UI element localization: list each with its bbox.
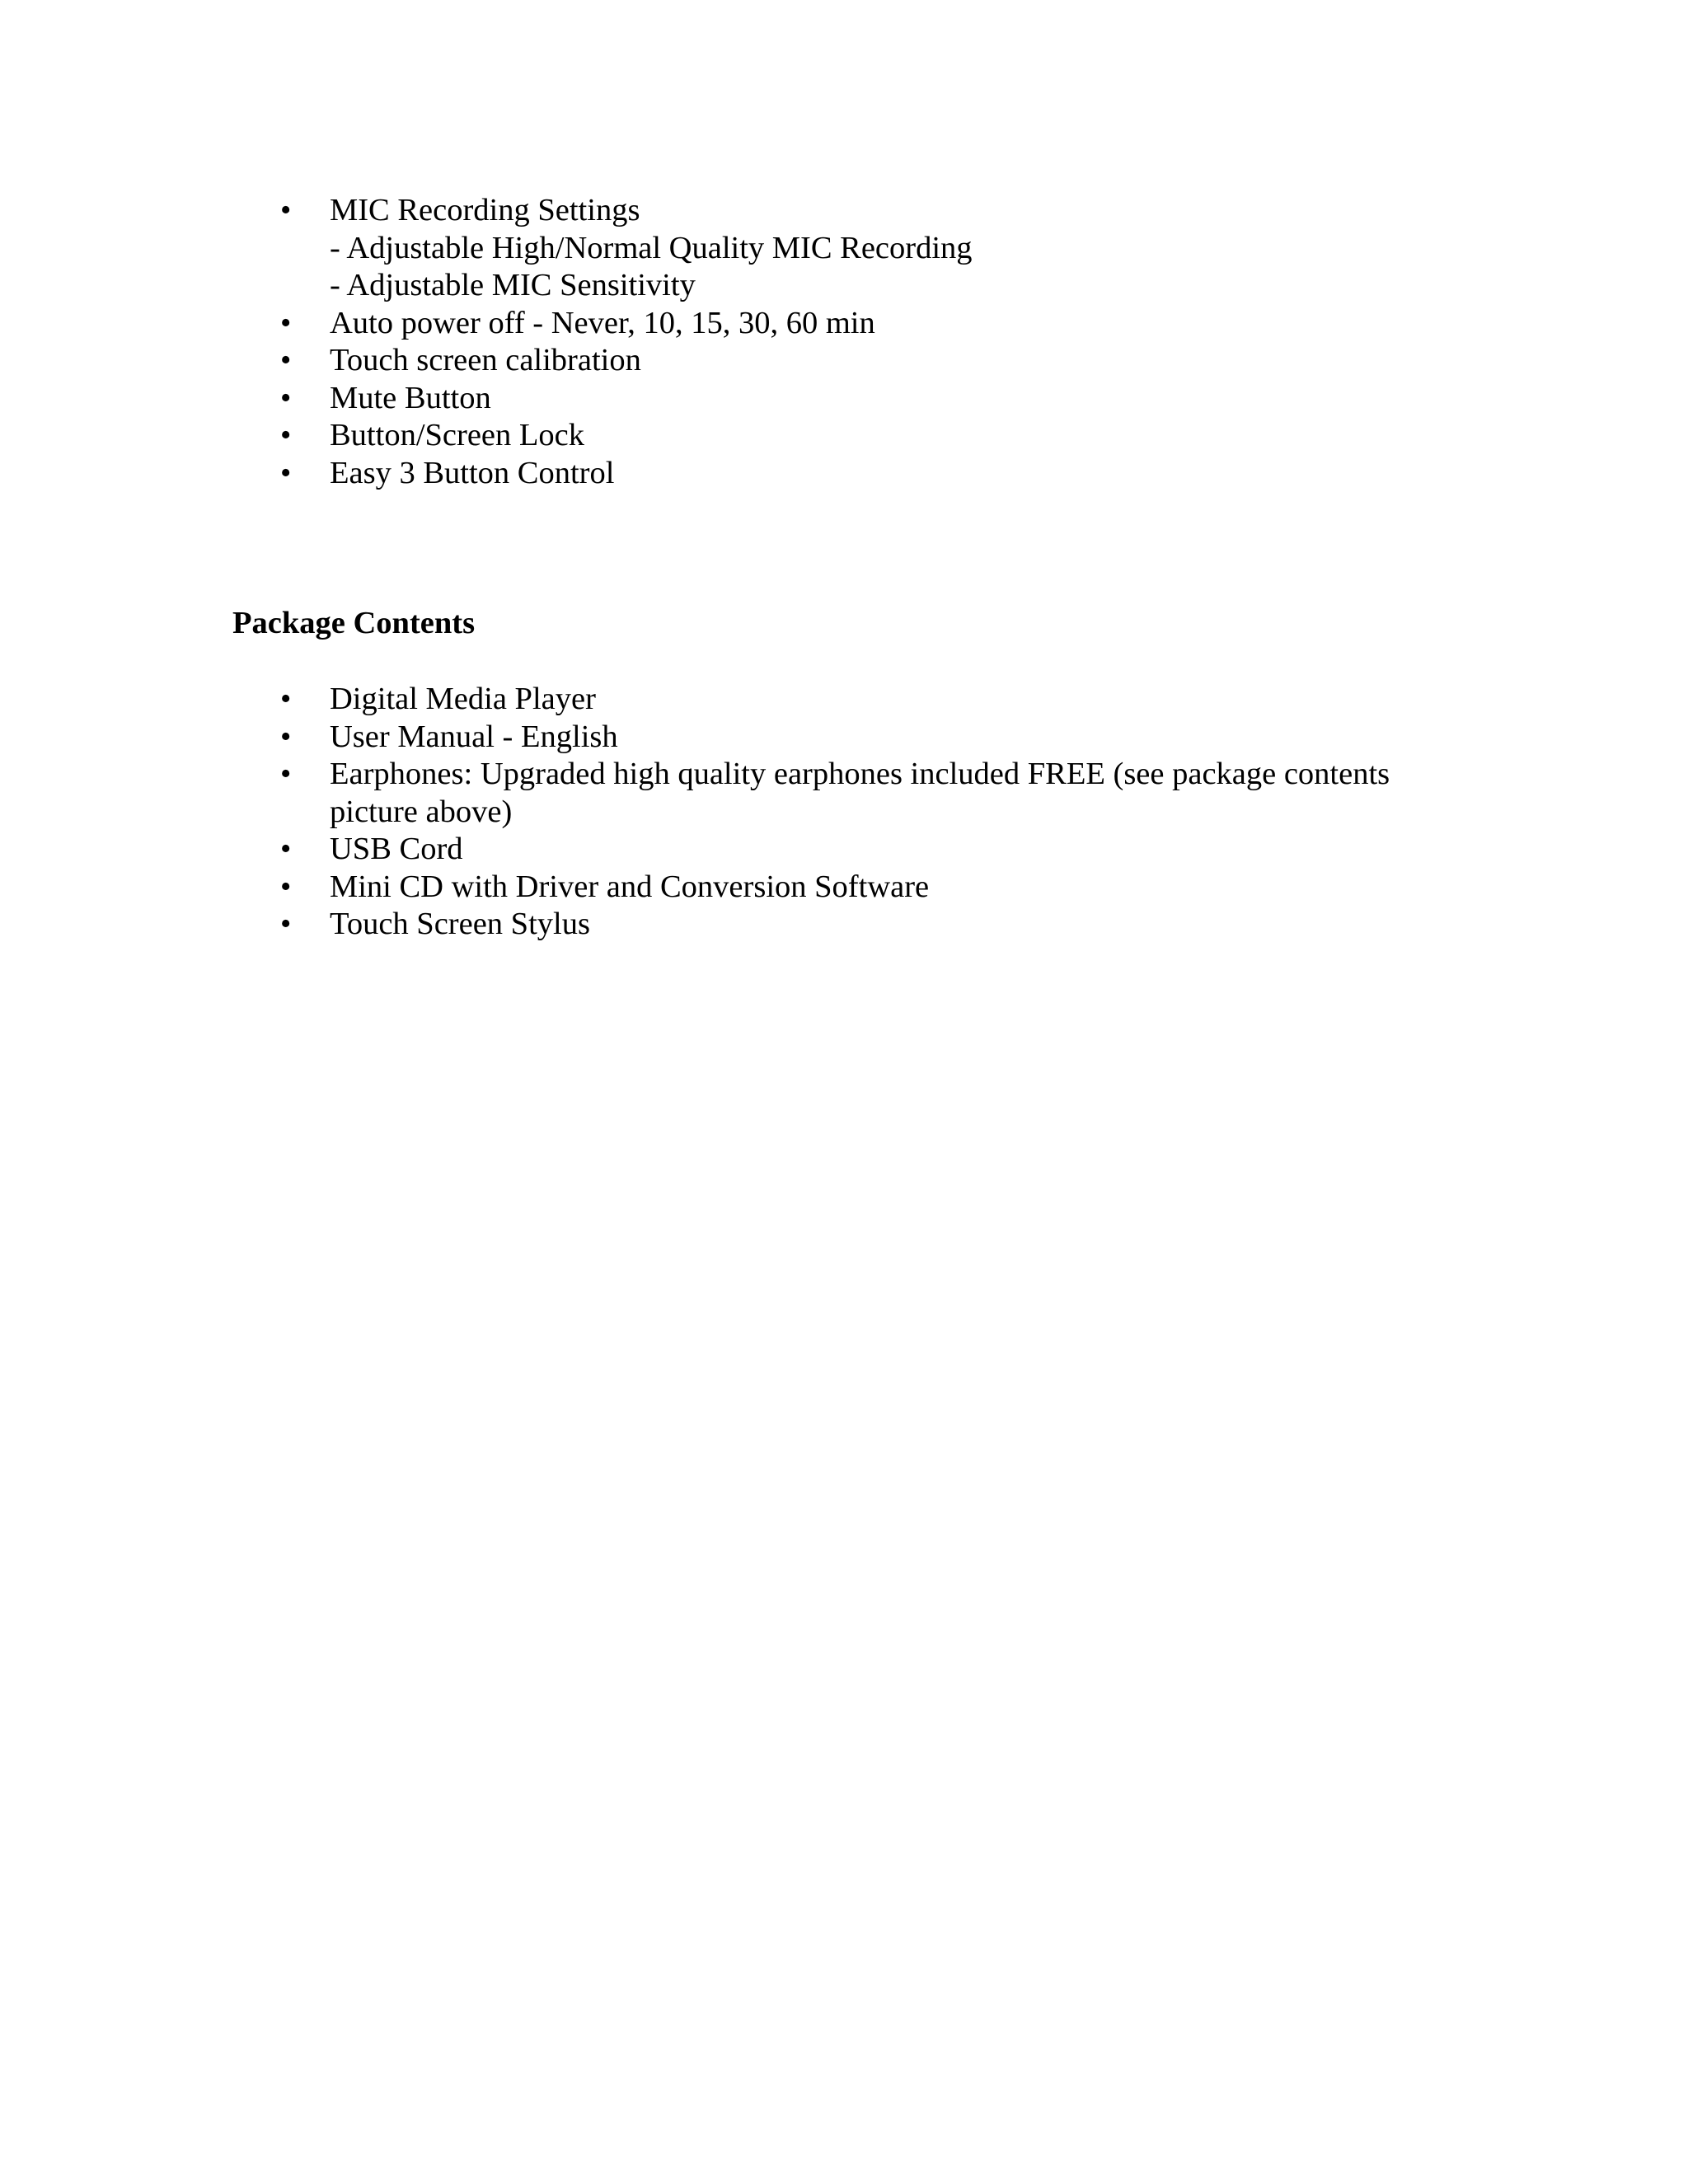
list-item bbox=[0, 681, 1434, 719]
list-item bbox=[0, 455, 1434, 493]
bullet-icon: • bbox=[280, 343, 292, 377]
list-item-label: Touch screen calibration bbox=[330, 343, 641, 377]
package-contents-list bbox=[0, 681, 1688, 944]
bullet-icon: • bbox=[280, 455, 292, 490]
list-item-label: USB Cord bbox=[330, 832, 463, 866]
bullet-icon: • bbox=[280, 757, 292, 791]
features-list bbox=[0, 192, 1688, 492]
list-item-label: User Manual - English bbox=[330, 719, 618, 754]
list-item-label: Earphones: Upgraded high quality earphones included FREE (see package contents picture above) bbox=[330, 757, 1390, 829]
list-item bbox=[0, 756, 1434, 831]
list-item bbox=[0, 192, 1434, 305]
list-item-label: MIC Recording Settings bbox=[330, 193, 640, 227]
bullet-icon: • bbox=[280, 418, 292, 452]
list-item-subline: - Adjustable High/Normal Quality MIC Recording bbox=[330, 230, 973, 265]
bullet-icon: • bbox=[280, 719, 292, 754]
list-item-label: Auto power off - Never, 10, 15, 30, 60 min bbox=[330, 305, 875, 340]
bullet-icon: • bbox=[280, 682, 292, 716]
bullet-icon: • bbox=[280, 380, 292, 415]
package-contents-heading: Package Contents bbox=[232, 606, 476, 640]
bullet-icon: • bbox=[280, 832, 292, 866]
bullet-icon: • bbox=[280, 869, 292, 904]
list-item-label: Easy 3 Button Control bbox=[330, 455, 615, 490]
list-item-subline: - Adjustable MIC Sensitivity bbox=[330, 268, 696, 302]
bullet-icon: • bbox=[280, 193, 292, 227]
list-item-label: Digital Media Player bbox=[330, 682, 596, 716]
list-item-label: Button/Screen Lock bbox=[330, 418, 584, 452]
list-item-label: Mini CD with Driver and Conversion Software bbox=[330, 869, 930, 904]
list-item bbox=[0, 342, 1434, 380]
list-item bbox=[0, 719, 1434, 757]
list-item bbox=[0, 869, 1434, 907]
list-item bbox=[0, 831, 1434, 869]
list-item bbox=[0, 906, 1434, 944]
list-item-label: Mute Button bbox=[330, 380, 491, 415]
list-item bbox=[0, 380, 1434, 418]
list-item bbox=[0, 305, 1434, 343]
bullet-icon: • bbox=[280, 305, 292, 340]
list-item-label: Touch Screen Stylus bbox=[330, 907, 590, 941]
bullet-icon: • bbox=[280, 907, 292, 941]
list-item bbox=[0, 417, 1434, 455]
